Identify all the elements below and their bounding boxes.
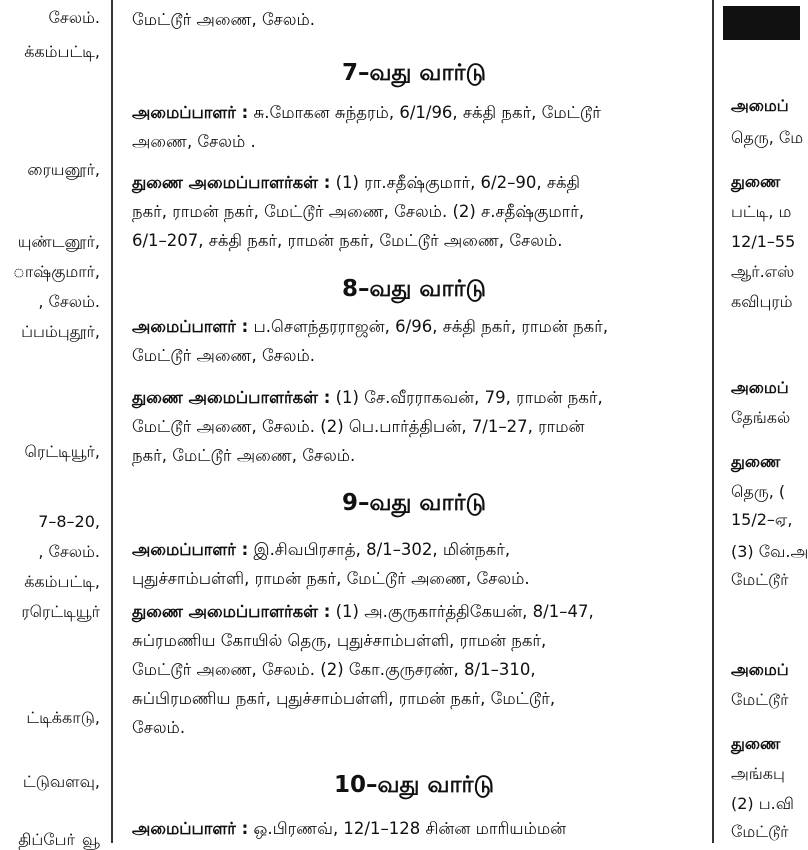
left-line: ரெட்டியூர்,	[24, 442, 100, 461]
left-line: ட்டிக்காடு,	[26, 708, 100, 727]
organizer-text: இ.சிவபிரசாத், 8/1–302, மின்நகர்,	[253, 540, 511, 559]
right-line: துணை	[731, 172, 781, 191]
deputy-text: (1) ரா.சதீஷ்குமார், 6/2–90, சக்தி	[335, 173, 581, 192]
ward-heading: 10–வது வார்டு	[333, 772, 495, 798]
left-line: ாஷ்குமார்,	[12, 262, 100, 281]
right-line: மேட்டூர்	[731, 690, 789, 709]
right-line: தெரு, (	[731, 482, 786, 501]
left-line: ரையனூர்,	[27, 160, 100, 179]
black-header-bar	[723, 6, 800, 40]
organizer-entry	[132, 98, 698, 156]
right-line: (3) வே.அ	[731, 542, 808, 561]
left-line: ட்டுவளவு,	[22, 772, 100, 791]
left-line: திப்போ் வூ	[18, 830, 100, 849]
deputy-text: (1) சே.வீரராகவன், 79, ராமன் நகர்,	[335, 388, 603, 407]
organizer-text: மேட்டூர் அணை, சேலம்.	[132, 346, 316, 365]
left-line: க்கம்பட்டி,	[24, 572, 100, 591]
top-line: மேட்டூர் அணை, சேலம்.	[132, 10, 316, 29]
deputy-label: துணை அமைப்பாளர்கள் :	[132, 602, 331, 621]
organizer-entry	[132, 312, 698, 370]
left-line: , சேலம்.	[38, 292, 100, 311]
organizer-text: புதுச்சாம்பள்ளி, ராமன் நகர், மேட்டூர் அணை, சேலம்.	[132, 569, 530, 588]
deputy-text: நகர், ராமன் நகர், மேட்டூர் அணை, சேலம். (2) ச.சதீஷ்குமார்,	[132, 202, 585, 221]
organizer-text: ஒ.பிரணவ், 12/1–128 சின்ன மாரியம்மன்	[253, 819, 567, 838]
right-line: அங்கபு	[731, 764, 785, 783]
right-line: மேட்டூர்	[731, 822, 789, 841]
right-line: தெரு, மே	[731, 128, 804, 147]
right-line: அமைப்	[731, 96, 789, 115]
deputy-label: துணை அமைப்பாளர்கள் :	[132, 388, 331, 407]
right-line: துணை	[731, 452, 781, 471]
organizer-label: அமைப்பாளர் :	[132, 540, 249, 559]
organizer-entry	[132, 814, 698, 843]
left-line: யுண்டனூர்,	[17, 232, 100, 251]
deputy-text: நகர், மேட்டூர் அணை, சேலம்.	[132, 446, 356, 465]
ward-heading: 7–வது வார்டு	[341, 60, 487, 86]
column-divider	[111, 0, 113, 843]
right-line: தேங்கல்	[731, 408, 791, 427]
deputy-label: துணை அமைப்பாளர்கள் :	[132, 173, 331, 192]
right-line: கவிபுரம்	[731, 292, 793, 311]
right-line: (2) ப.வி	[731, 794, 794, 813]
deputy-text: 6/1–207, சக்தி நகர், ராமன் நகர், மேட்டூர் அணை, சேலம்.	[132, 231, 563, 250]
organizer-text: அணை, சேலம் .	[132, 132, 256, 151]
deputy-text: சேலம்.	[132, 718, 186, 737]
deputy-text: சுப்ரமணிய கோயில் தெரு, புதுச்சாம்பள்ளி, ராமன் நகர்,	[132, 631, 547, 650]
organizer-text: ப.சௌந்தரராஜன், 6/96, சக்தி நகர், ராமன் நகர்,	[253, 317, 609, 336]
ward-heading: 8–வது வார்டு	[341, 276, 487, 302]
left-column	[0, 0, 104, 849]
right-line: 15/2–ஏ,	[731, 510, 793, 529]
right-column	[723, 0, 808, 843]
organizer-label: அமைப்பாளர் :	[132, 819, 249, 838]
left-line: க்கம்பட்டி,	[24, 42, 100, 61]
right-line: மேட்டூர்	[731, 570, 789, 589]
right-line: 12/1–55	[731, 232, 796, 251]
organizer-text: சு.மோகன சுந்தரம், 6/1/96, சக்தி நகர், மேட்டூர்	[253, 103, 601, 122]
left-line: சேலம்.	[48, 8, 100, 27]
ward-heading: 9–வது வார்டு	[341, 490, 487, 516]
right-line: அமைப்	[731, 378, 789, 397]
organizer-label: அமைப்பாளர் :	[132, 103, 249, 122]
left-line: , சேலம்.	[38, 542, 100, 561]
right-line: ஆர்.எஸ்	[731, 262, 795, 281]
deputy-text: மேட்டூர் அணை, சேலம். (2) கோ.குருசரண், 8/1–310,	[132, 660, 536, 679]
right-line: அமைப்	[731, 660, 789, 679]
organizer-label: அமைப்பாளர் :	[132, 317, 249, 336]
deputy-entry	[132, 597, 698, 742]
left-line: ப்பம்புதூர்,	[21, 322, 100, 341]
right-line: துணை	[731, 734, 781, 753]
deputy-entry	[132, 168, 698, 255]
deputy-text: சுப்பிரமணிய நகர், புதுச்சாம்பள்ளி, ராமன் நகர், மேட்டூர்,	[132, 689, 556, 708]
deputy-entry	[132, 383, 698, 470]
deputy-text: (1) அ.குருகார்த்திகேயன், 8/1–47,	[335, 602, 594, 621]
right-line: பட்டி, ம	[731, 202, 792, 221]
organizer-entry	[132, 535, 698, 593]
left-line: ரரெட்டியூர்	[21, 602, 100, 621]
deputy-text: மேட்டூர் அணை, சேலம். (2) பெ.பார்த்திபன், 7/1–27, ராமன்	[132, 417, 585, 436]
left-line: 7–8–20,	[38, 512, 100, 531]
column-divider	[712, 0, 714, 843]
middle-column	[120, 0, 708, 843]
